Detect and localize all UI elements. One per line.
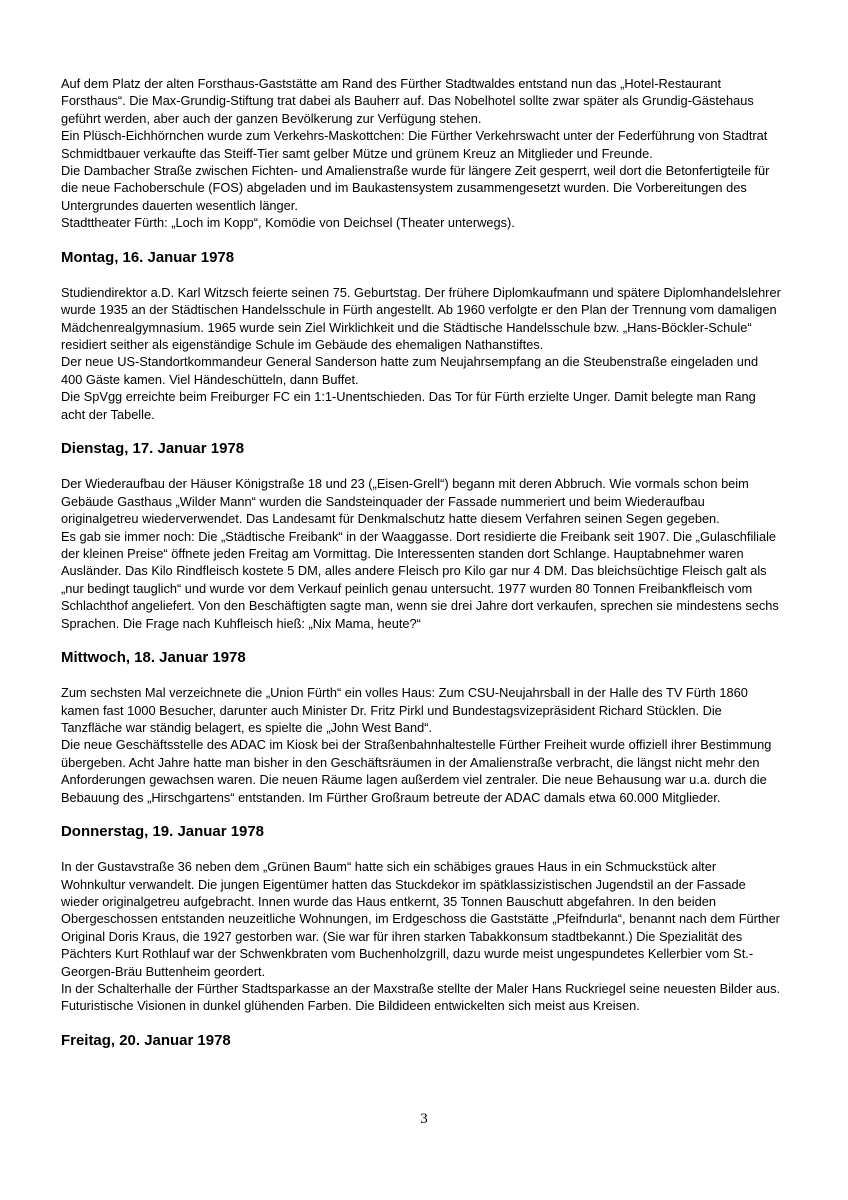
- page-body: [61, 75, 781, 1050]
- intro-paragraph: Stadttheater Fürth: „Loch im Kopp“, Komödie von Deichsel (Theater unterwegs).: [61, 215, 515, 231]
- entry-paragraph: Zum sechsten Mal verzeichnete die „Union Fürth“ ein volles Haus: Zum CSU-Neujahrsball in der Halle des TV Fürth 1860 kamen fast 1000 Besucher, darunter auch Minister Dr. Fritz Pirkl und Bundestagsvizepräsident Richard Stücklen. Die Tanzfläche war ständig belagert, es spielte die „John West Band“.: [61, 685, 748, 735]
- entry-paragraph: In der Gustavstraße 36 neben dem „Grünen Baum“ hatte sich ein schäbiges graues Haus in ein Schmuckstück alter Wohnkultur verwandelt. Die jungen Eigentümer hatten das Stuckdekor im spätklassizistischen Jugendstil an der Fassade wieder originalgetreu aufgebracht. Innen wurde das Haus entkernt, 35 Tonnen Bauschutt abgefahren. In den beiden Obergeschossen entstanden neuzeitliche Wohnungen, im Erdgeschoss die Gaststätte „Pfeifndurla“, benannt nach dem Fürther Original Doris Kraus, die 1927 gestorben war. (Sie war für ihren starken Tabakkonsum stadtbekannt.) Die Spezialität des Pächters Kurt Rothlauf war der Schwenkbraten vom Buchenholzgrill, dazu wurde meist ungespundetes Kellerbier vom St.-Georgen-Bräu Buttenheim geordert.: [61, 859, 780, 979]
- entry-paragraph: Der Wiederaufbau der Häuser Königstraße 18 und 23 („Eisen-Grell“) begann mit deren Abbruch. Wie vormals schon beim Gebäude Gasthaus „Wilder Mann“ wurden die Sandsteinquader der Fassade nummeriert und beim Wiederaufbau originalgetreu wiederverwendet. Das Landesamt für Denkmalschutz hatte diesem Verfahren seinen Segen gegeben.: [61, 476, 749, 527]
- date-heading: Montag, 16. Januar 1978: [61, 249, 235, 267]
- date-heading: Dienstag, 17. Januar 1978: [61, 440, 245, 458]
- spacer: [61, 423, 781, 440]
- entry-paragraph: Studiendirektor a.D. Karl Witzsch feierte seinen 75. Geburtstag. Der frühere Diplomkaufmann und spätere Diplomhandelslehrer wurde 1935 an der Städtischen Handelsschule in Fürth angestellt. Ab 1960 verfolgte er den Plan der Trennung vom damaligen Mädchenrealgymnasium. 1965 wurde sein Ziel Wirklichkeit und die Städtische Handelsschule bzw. „Hans-Böckler-Schule“ residiert seither als eigenständige Schule im Gebäude des ehemaligen Nathanstiftes.: [61, 284, 781, 353]
- intro-paragraph: Ein Plüsch-Eichhörnchen wurde zum Verkehrs-Maskottchen: Die Fürther Verkehrswacht unter der Federführung von Stadtrat Schmidtbauer verkaufte das Steiff-Tier samt gelber Mütze und grünem Kreuz an Mitglieder und Freunde.: [61, 128, 768, 161]
- date-heading: Mittwoch, 18. Januar 1978: [61, 649, 246, 667]
- page-number: 3: [420, 1111, 428, 1127]
- entry-paragraph: Die neue Geschäftsstelle des ADAC im Kiosk bei der Straßenbahnhaltestelle Fürther Freiheit wurde offiziell ihrer Bestimmung übergeben. Acht Jahre hatte man bisher in den Geschäftsräumen in der Amalienstraße verbracht, die längst nicht mehr den Anforderungen gewachsen waren. Die neuen Räume lagen außerdem viel zentraler. Die neue Behausung war u.a. durch die Bebauung des „Hirschgartens“ entstanden. Im Fürther Großraum betreute der ADAC damals etwa 60.000 Mitglieder.: [61, 737, 772, 805]
- intro-paragraph: Die Dambacher Straße zwischen Fichten- und Amalienstraße wurde für längere Zeit gesperrt, weil dort die Betonfertigteile für die neue Fachoberschule (FOS) abgeladen und im Baukastensystem zusammengesetzt wurden. Die Vorbereitungen des Untergrundes dauerten wesentlich länger.: [61, 163, 770, 213]
- spacer: [61, 841, 781, 858]
- spacer: [61, 632, 781, 649]
- date-heading: Donnerstag, 19. Januar 1978: [61, 823, 264, 841]
- spacer: [61, 1015, 781, 1032]
- entry-paragraph: In der Schalterhalle der Fürther Stadtsparkasse an der Maxstraße stellte der Maler Hans Ruckriegel seine neuesten Bilder aus. Futuristische Visionen in dunkel glühenden Farben. Die Bildideen entwickelten sich meist aus Kreisen.: [61, 981, 781, 1014]
- spacer: [61, 806, 781, 823]
- spacer: [61, 266, 781, 283]
- spacer: [61, 667, 781, 684]
- entry-paragraph: Es gab sie immer noch: Die „Städtische Freibank“ in der Waaggasse. Dort residierte die Freibank seit 1907. Die „Gulaschfiliale der kleinen Preise“ öffnete jeden Freitag am Vormittag. Die Interessenten standen dort Schlange. Hauptabnehmer waren Ausländer. Das Kilo Rindfleisch kostete 5 DM, alles andere Fleisch pro Kilo gar nur 4 DM. Das bleichsüchtige Fleisch galt als „nur bedingt tauglich“ und wurde vor dem Verkauf peinlich genau untersucht. 1977 wurden 80 Tonnen Freibankfleisch vom Schlachthof angeliefert. Von den Beschäftigten sagte man, wenn sie drei Jahre dort verkaufen, sprechen sie mindestens sechs Sprachen. Die Frage nach Kuhfleisch hieß: „Nix Mama, heute?“: [61, 528, 779, 631]
- intro-paragraph: Auf dem Platz der alten Forsthaus-Gaststätte am Rand des Fürther Stadtwaldes entstand nun das „Hotel-Restaurant Forsthaus“. Die Max-Grundig-Stiftung trat dabei als Bauherr auf. Das Nobelhotel sollte zwar später als Grundig-Gästehaus geführt werden, aber auch der ganzen Bevölkerung zur Verfügung stehen.: [61, 76, 754, 126]
- date-heading: Freitag, 20. Januar 1978: [61, 1032, 231, 1050]
- spacer: [61, 458, 781, 475]
- spacer: [61, 232, 781, 249]
- entry-paragraph: Die SpVgg erreichte beim Freiburger FC ein 1:1-Unentschieden. Das Tor für Fürth erzielte Unger. Damit belegte man Rang acht der Tabelle.: [61, 389, 756, 422]
- entry-paragraph: Der neue US-Standortkommandeur General Sanderson hatte zum Neujahrsempfang an die Steubenstraße eingeladen und 400 Gäste kamen. Viel Händeschütteln, dann Buffet.: [61, 354, 759, 387]
